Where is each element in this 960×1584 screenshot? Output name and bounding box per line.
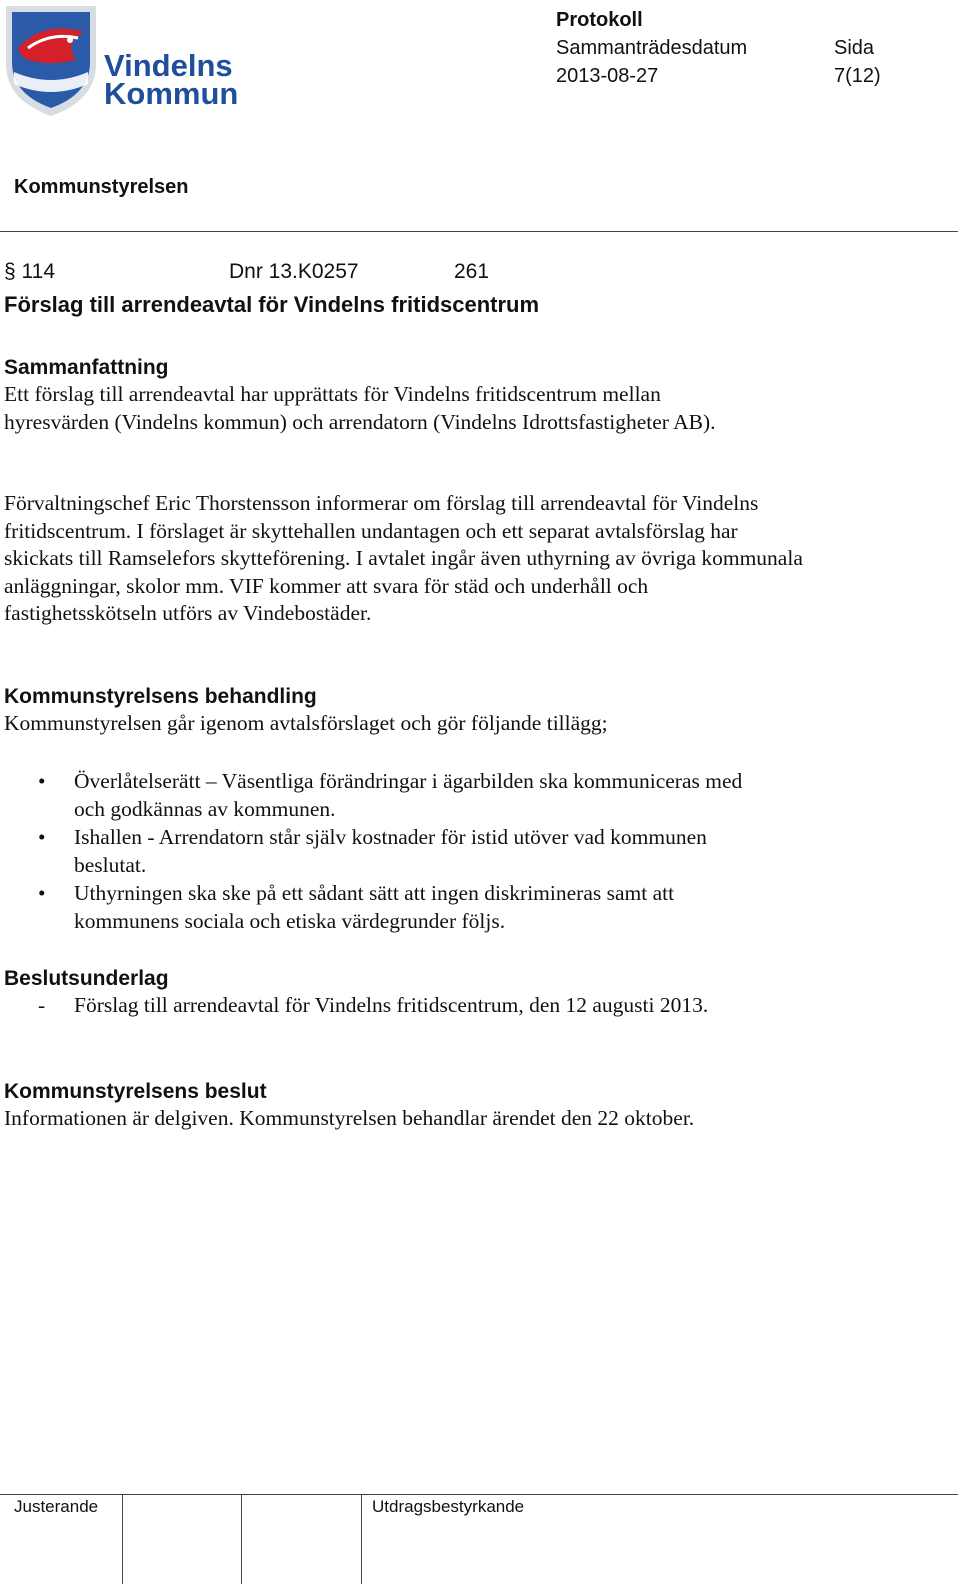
- justerande-label: Justerande: [14, 1497, 99, 1516]
- signature-box-divider: [241, 1494, 242, 1584]
- handling-section: [4, 683, 824, 738]
- summary-paragraph-2: Förvaltningschef Eric Thorstensson informerar om förslag till arrendeavtal för Vindelns fritidscentrum. I förslaget är skyttehallen undantagen och ett separat avtalsförslag har skickats till Ramselefors skytteförening. I avtalet ingår även uthyrning av övriga kommunala anläggningar, skolor mm. VIF kommer att svara för städ och underhåll och fastighetsskötseln utförs av Vindebostäder.: [4, 491, 803, 625]
- signature-box-divider: [361, 1494, 362, 1584]
- paragraph-number: § 114: [4, 260, 55, 283]
- decision-text: Informationen är delgiven. Kommunstyrelsen behandlar ärendet den 22 oktober.: [4, 1106, 695, 1130]
- svg-text:Kommun: Kommun: [104, 76, 239, 111]
- header-divider: [0, 231, 958, 232]
- handling-intro: Kommunstyrelsen går igenom avtalsförslaget och gör följande tillägg;: [4, 711, 608, 735]
- case-number: 261: [454, 260, 490, 283]
- handling-heading: Kommunstyrelsens behandling: [4, 685, 317, 708]
- dnr: Dnr 13.K0257: [229, 260, 359, 283]
- summary-section: [4, 354, 824, 436]
- date-label: Sammanträdesdatum: [556, 37, 748, 59]
- basis-heading: Beslutsunderlag: [4, 967, 169, 990]
- summary-heading: Sammanfattning: [4, 356, 169, 379]
- footer-divider: [0, 1494, 958, 1495]
- page-label: Sida: [834, 37, 875, 59]
- svg-text:Vindelns: Vindelns: [104, 48, 233, 83]
- list-item: • Överlåtelserätt – Väsentliga förändringar i ägarbilden ska kommuniceras med och godkännas av kommunen.: [38, 769, 743, 821]
- organ-name: Kommunstyrelsen: [14, 176, 189, 198]
- bullet-marker: •: [38, 881, 46, 905]
- municipality-logo: [4, 2, 244, 120]
- signature-box-divider: [122, 1494, 123, 1584]
- list-item: • Ishallen - Arrendatorn står själv kostnader för istid utöver vad kommunen beslutat.: [38, 825, 707, 877]
- page-number: 7(12): [834, 65, 881, 87]
- bullet-marker: •: [38, 769, 46, 793]
- protocol-header: [556, 6, 936, 90]
- summary-paragraph-2-block: [4, 490, 824, 628]
- decision-section: [4, 1078, 784, 1133]
- fish-shield-icon: [4, 2, 244, 120]
- list-item: - Förslag till arrendeavtal för Vindelns fritidscentrum, den 12 augusti 2013.: [4, 992, 824, 1020]
- dash-marker: -: [38, 993, 46, 1017]
- basis-section: [4, 965, 824, 1021]
- decision-heading: Kommunstyrelsens beslut: [4, 1080, 267, 1103]
- meeting-date: 2013-08-27: [556, 65, 659, 87]
- bullet-marker: •: [38, 825, 46, 849]
- case-title: Förslag till arrendeavtal för Vindelns fritidscentrum: [4, 292, 540, 317]
- handling-bullets: [4, 768, 744, 936]
- summary-paragraph-1: Ett förslag till arrendeavtal har upprättats för Vindelns fritidscentrum mellan hyresvärden (Vindelns kommun) och arrendatorn (Vindelns Idrottsfastigheter AB).: [4, 382, 716, 434]
- utdragsbestyrkande-label: Utdragsbestyrkande: [372, 1497, 525, 1516]
- doc-type: Protokoll: [556, 9, 643, 31]
- case-reference: [4, 260, 604, 288]
- list-item: • Uthyrningen ska ske på ett sådant sätt att ingen diskrimineras samt att kommunens sociala och etiska värdegrunder följs.: [38, 881, 675, 933]
